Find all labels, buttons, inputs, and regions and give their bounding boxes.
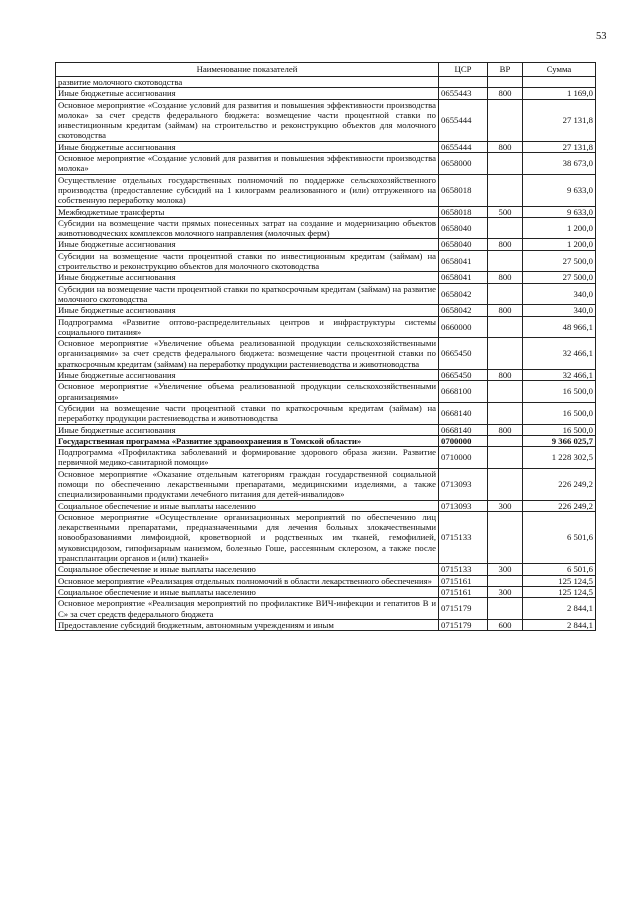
row-vr-cell — [488, 283, 523, 305]
row-name-cell: Иные бюджетные ассигнования — [56, 424, 439, 435]
table-row — [56, 77, 596, 88]
row-name-cell: Предоставление субсидий бюджетным, автономным учреждениям и иным — [56, 619, 439, 630]
row-sum-cell: 1 228 302,5 — [523, 447, 596, 469]
row-csr-cell: 0715133 — [439, 564, 488, 575]
row-csr-cell: 0665450 — [439, 370, 488, 381]
header-name: Наименование показателей — [56, 63, 439, 77]
row-vr-cell: 800 — [488, 141, 523, 152]
row-name-cell: Подпрограмма «Профилактика заболеваний и формирование здорового образа жизни. Развитие первичной медико-санитарной помощи» — [56, 447, 439, 469]
row-sum-cell: 16 500,0 — [523, 424, 596, 435]
header-vr: ВР — [488, 63, 523, 77]
table-row — [56, 239, 596, 250]
row-vr-cell: 300 — [488, 586, 523, 597]
row-csr-cell: 0658040 — [439, 239, 488, 250]
page-number: 53 — [596, 31, 607, 42]
row-name-cell: развитие молочного скотоводства — [56, 77, 439, 88]
row-vr-cell — [488, 77, 523, 88]
table-row — [56, 402, 596, 424]
row-csr-cell: 0700000 — [439, 435, 488, 446]
row-vr-cell — [488, 447, 523, 469]
table-row — [56, 370, 596, 381]
row-sum-cell: 6 501,6 — [523, 511, 596, 563]
row-csr-cell: 0715161 — [439, 586, 488, 597]
row-csr-cell: 0658040 — [439, 217, 488, 239]
row-sum-cell: 340,0 — [523, 305, 596, 316]
row-sum-cell: 125 124,5 — [523, 575, 596, 586]
row-sum-cell: 1 169,0 — [523, 88, 596, 99]
row-sum-cell: 32 466,1 — [523, 370, 596, 381]
budget-table — [55, 62, 596, 631]
row-sum-cell: 340,0 — [523, 283, 596, 305]
row-csr-cell: 0668140 — [439, 402, 488, 424]
row-name-cell: Субсидии на возмещение части прямых понесенных затрат на создание и модернизацию объектов животноводческих комплексов молочного направления (молочных ферм) — [56, 217, 439, 239]
table-row — [56, 564, 596, 575]
row-vr-cell: 300 — [488, 564, 523, 575]
row-vr-cell — [488, 153, 523, 175]
row-vr-cell — [488, 250, 523, 272]
table-header — [56, 63, 596, 77]
row-csr-cell: 0658041 — [439, 272, 488, 283]
row-sum-cell — [523, 77, 596, 88]
row-name-cell: Основное мероприятие «Реализация мероприятий по профилактике ВИЧ-инфекции и гепатитов В и С» за счет средств федерального бюджета — [56, 598, 439, 620]
row-vr-cell: 500 — [488, 206, 523, 217]
table-row — [56, 424, 596, 435]
table-row — [56, 468, 596, 500]
row-csr-cell: 0655443 — [439, 88, 488, 99]
row-vr-cell — [488, 575, 523, 586]
row-sum-cell: 2 844,1 — [523, 598, 596, 620]
table-row — [56, 153, 596, 175]
table-row — [56, 338, 596, 370]
row-sum-cell: 2 844,1 — [523, 619, 596, 630]
header-csr: ЦСР — [439, 63, 488, 77]
table-row — [56, 283, 596, 305]
row-name-cell: Основное мероприятие «Увеличение объема реализованной продукции сельскохозяйственными организациями» — [56, 381, 439, 403]
table-row — [56, 305, 596, 316]
table-row — [56, 99, 596, 141]
row-name-cell: Подпрограмма «Развитие оптово-распределительных центров и инфраструктуры системы социального питания» — [56, 316, 439, 338]
row-sum-cell: 27 500,0 — [523, 250, 596, 272]
row-vr-cell — [488, 338, 523, 370]
table-row — [56, 206, 596, 217]
table-row — [56, 586, 596, 597]
header-sum: Сумма — [523, 63, 596, 77]
row-name-cell: Осуществление отдельных государственных полномочий по поддержке сельскохозяйственного производства (предоставление субсидий на 1 килограмм реализованного и (или) отгруженного на собственную переработку молока) — [56, 174, 439, 206]
row-sum-cell: 16 500,0 — [523, 381, 596, 403]
table-row — [56, 598, 596, 620]
table-row — [56, 272, 596, 283]
row-csr-cell: 0710000 — [439, 447, 488, 469]
row-csr-cell: 0715179 — [439, 619, 488, 630]
table-row — [56, 316, 596, 338]
row-sum-cell: 48 966,1 — [523, 316, 596, 338]
row-csr-cell: 0658042 — [439, 305, 488, 316]
table-row — [56, 435, 596, 446]
row-name-cell: Иные бюджетные ассигнования — [56, 272, 439, 283]
row-sum-cell: 9 633,0 — [523, 174, 596, 206]
row-csr-cell: 0658018 — [439, 206, 488, 217]
row-vr-cell — [488, 316, 523, 338]
row-vr-cell — [488, 174, 523, 206]
row-name-cell: Основное мероприятие «Осуществление организационных мероприятий по обеспечению лиц лекарственными препаратами, предназначенными для лечения больных злокачественными новообразованиями лимфоидной, кроветворной и родственных им тканей, гемофилией, муковисцидозом, гипофизарным нанизмом, болезнью Гоше, рассеянным склерозом, а также после трансплантации органов и (или) тканей» — [56, 511, 439, 563]
row-sum-cell: 226 249,2 — [523, 468, 596, 500]
row-vr-cell — [488, 468, 523, 500]
row-csr-cell: 0668140 — [439, 424, 488, 435]
table-row — [56, 381, 596, 403]
table-row — [56, 511, 596, 563]
row-csr-cell: 0715161 — [439, 575, 488, 586]
table-body — [56, 77, 596, 631]
row-name-cell: Субсидии на возмещение части процентной ставки по краткосрочным кредитам (займам) на развитие молочного скотоводства — [56, 283, 439, 305]
row-name-cell: Социальное обеспечение и иные выплаты населению — [56, 586, 439, 597]
row-vr-cell: 300 — [488, 500, 523, 511]
row-name-cell: Государственная программа «Развитие здравоохранения в Томской области» — [56, 435, 439, 446]
row-csr-cell: 0655444 — [439, 99, 488, 141]
table-row — [56, 217, 596, 239]
row-csr-cell: 0658018 — [439, 174, 488, 206]
row-vr-cell — [488, 402, 523, 424]
row-sum-cell: 9 366 025,7 — [523, 435, 596, 446]
header-row — [56, 63, 596, 77]
row-vr-cell: 800 — [488, 239, 523, 250]
row-sum-cell: 1 200,0 — [523, 239, 596, 250]
row-vr-cell: 800 — [488, 370, 523, 381]
table-row — [56, 250, 596, 272]
row-vr-cell — [488, 435, 523, 446]
row-name-cell: Иные бюджетные ассигнования — [56, 141, 439, 152]
row-name-cell: Основное мероприятие «Увеличение объема реализованной продукции сельскохозяйственными организациями» за счет средств федерального бюджета: возмещение части процентной ставки по краткосрочным кредитам (займам) на переработку продукции растениеводства и животноводства — [56, 338, 439, 370]
row-csr-cell — [439, 77, 488, 88]
row-sum-cell: 226 249,2 — [523, 500, 596, 511]
table-row — [56, 447, 596, 469]
row-csr-cell: 0715133 — [439, 511, 488, 563]
row-vr-cell — [488, 598, 523, 620]
row-name-cell: Субсидии на возмещение части процентной ставки по инвестиционным кредитам (займам) на строительство и реконструкцию объектов для молочного скотоводства — [56, 250, 439, 272]
table-row — [56, 575, 596, 586]
table-row — [56, 619, 596, 630]
row-csr-cell: 0668100 — [439, 381, 488, 403]
row-sum-cell: 125 124,5 — [523, 586, 596, 597]
row-name-cell: Основное мероприятие «Создание условий для развития и повышения эффективности производства молока» за счет средств федерального бюджета: возмещение части процентной ставки по инвестиционным кредитам (займам) на строительство и реконструкцию объектов для молочного скотоводства — [56, 99, 439, 141]
row-csr-cell: 0665450 — [439, 338, 488, 370]
row-vr-cell: 800 — [488, 305, 523, 316]
row-vr-cell: 800 — [488, 88, 523, 99]
row-name-cell: Межбюджетные трансферты — [56, 206, 439, 217]
row-csr-cell: 0715179 — [439, 598, 488, 620]
row-vr-cell: 800 — [488, 424, 523, 435]
row-name-cell: Основное мероприятие «Реализация отдельных полномочий в области лекарственного обеспечения» — [56, 575, 439, 586]
row-vr-cell: 600 — [488, 619, 523, 630]
row-sum-cell: 38 673,0 — [523, 153, 596, 175]
row-sum-cell: 32 466,1 — [523, 338, 596, 370]
table-row — [56, 500, 596, 511]
row-name-cell: Социальное обеспечение и иные выплаты населению — [56, 564, 439, 575]
row-sum-cell: 27 500,0 — [523, 272, 596, 283]
row-csr-cell: 0658041 — [439, 250, 488, 272]
row-csr-cell: 0713093 — [439, 468, 488, 500]
row-name-cell: Иные бюджетные ассигнования — [56, 305, 439, 316]
row-csr-cell: 0713093 — [439, 500, 488, 511]
row-csr-cell: 0660000 — [439, 316, 488, 338]
row-sum-cell: 6 501,6 — [523, 564, 596, 575]
row-csr-cell: 0658042 — [439, 283, 488, 305]
row-name-cell: Иные бюджетные ассигнования — [56, 88, 439, 99]
row-name-cell: Основное мероприятие «Создание условий для развития и повышения эффективности производства молока» — [56, 153, 439, 175]
table-row — [56, 88, 596, 99]
row-sum-cell: 9 633,0 — [523, 206, 596, 217]
row-sum-cell: 16 500,0 — [523, 402, 596, 424]
row-name-cell: Социальное обеспечение и иные выплаты населению — [56, 500, 439, 511]
row-csr-cell: 0658000 — [439, 153, 488, 175]
row-name-cell: Иные бюджетные ассигнования — [56, 370, 439, 381]
row-name-cell: Субсидии на возмещение части процентной ставки по краткосрочным кредитам (займам) на переработку продукции растениеводства и животноводства — [56, 402, 439, 424]
table-row — [56, 174, 596, 206]
row-name-cell: Основное мероприятие «Оказание отдельным категориям граждан государственной социальной помощи по обеспечению лекарственными препаратами, медицинскими изделиями, а также специализированными продуктами лечебного питания для детей-инвалидов» — [56, 468, 439, 500]
row-csr-cell: 0655444 — [439, 141, 488, 152]
row-name-cell: Иные бюджетные ассигнования — [56, 239, 439, 250]
row-vr-cell — [488, 381, 523, 403]
row-vr-cell — [488, 511, 523, 563]
row-vr-cell — [488, 99, 523, 141]
row-sum-cell: 27 131,8 — [523, 99, 596, 141]
table-row — [56, 141, 596, 152]
row-sum-cell: 1 200,0 — [523, 217, 596, 239]
row-vr-cell — [488, 217, 523, 239]
row-sum-cell: 27 131,8 — [523, 141, 596, 152]
row-vr-cell: 800 — [488, 272, 523, 283]
